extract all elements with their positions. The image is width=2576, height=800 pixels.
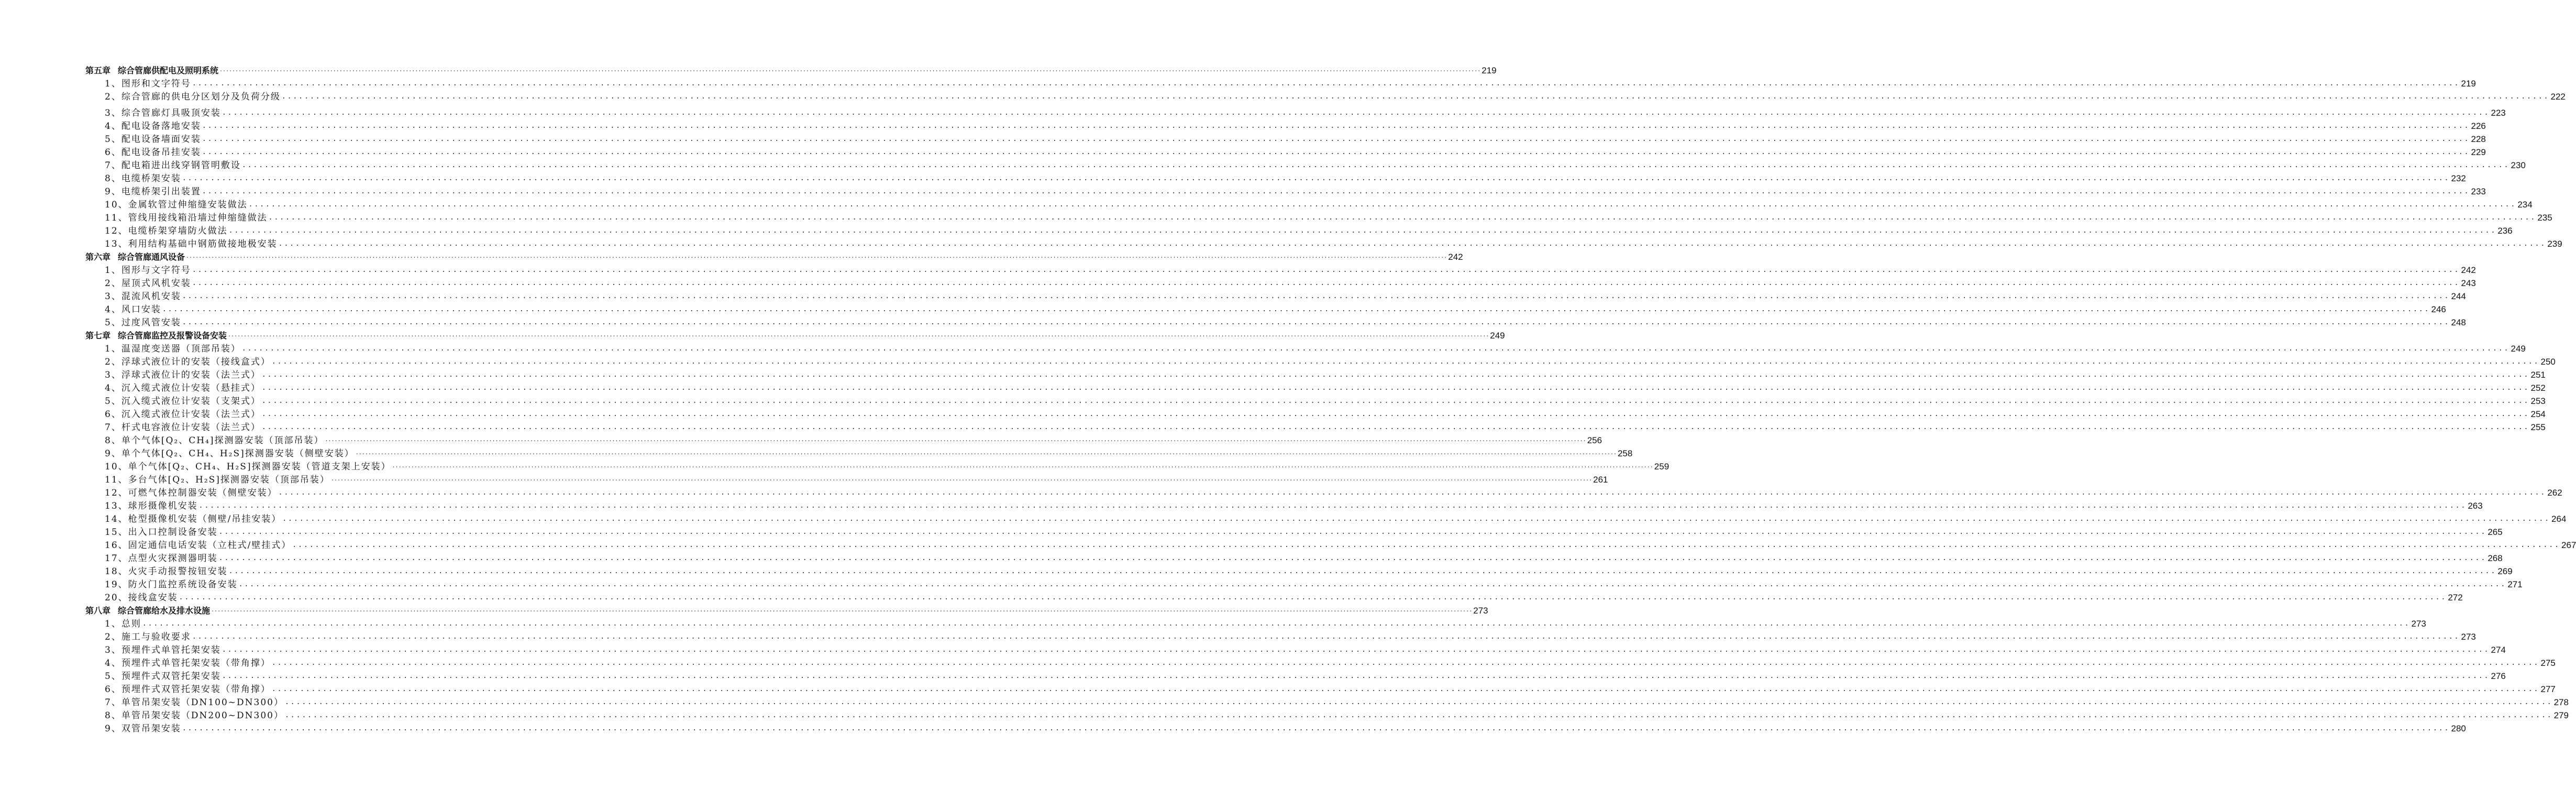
dot-leader: ................................................................................................................................................................................................................................................................................................................................................................................................................ (192, 633, 2460, 641)
page-number: 275 (2540, 658, 2556, 668)
page-number: 258 (1617, 448, 1633, 458)
toc-item-row[interactable] (105, 669, 2506, 682)
toc-item-title: 2、浮球式液位计的安装（接线盒式） (105, 357, 271, 367)
toc-item-title: 8、电缆桥架安装 (105, 173, 181, 184)
toc-item-row[interactable] (105, 577, 2523, 590)
dot-leader: ................................................................................................................................................................................................................................................................................................................................................................................................................ (261, 410, 2530, 418)
toc-item-title: 7、杆式电容液位计安装（法兰式） (105, 422, 261, 433)
page-number: 254 (2530, 409, 2546, 419)
toc-item-title: 14、枪型摄像机安装（侧壁/吊挂安装） (105, 514, 282, 524)
toc-item-title: 1、总则 (105, 619, 141, 629)
page-number: 228 (2471, 134, 2486, 144)
page-number: 250 (2540, 357, 2556, 367)
toc-item-row[interactable] (105, 459, 1670, 473)
toc-item-row[interactable] (105, 525, 2503, 538)
dot-leader: ................................................................................................................................................................................................................................................................................................................................................................................................................ (202, 135, 2470, 143)
page-number: 256 (1587, 435, 1602, 445)
chapter-heading (85, 65, 218, 76)
toc-item-row[interactable] (105, 224, 2513, 237)
dot-leader: ................................................................................................................................................................................................................................................................................................................................................................................................................ (192, 279, 2460, 287)
page-number: 274 (2491, 645, 2506, 655)
dot-leader: ................................................................................................................................................................................................................................................................................................................................................................................................................ (238, 580, 2507, 588)
toc-chapter-row[interactable] (85, 604, 1488, 617)
toc-item-title: 3、综合管廊灯具吸顶安装 (105, 108, 221, 118)
toc-chapter-row[interactable] (85, 250, 1463, 263)
page-number: 244 (2451, 291, 2466, 301)
chapter-title: 综合管廊供配电及照明系统 (118, 65, 219, 75)
dot-leader: ................................................................................................................................................................................................................................................................................................................................................................................................................ (281, 93, 2550, 101)
toc-item-row[interactable] (105, 381, 2546, 394)
toc-item-title: 5、过度风管安装 (105, 317, 181, 328)
dot-leader: ................................................................................................................................................................................................................................................................................................................................................................................................................ (182, 725, 2450, 732)
page-number: 243 (2461, 278, 2476, 288)
toc-item-row[interactable] (105, 106, 2506, 119)
dot-leader: ................................................................................................................................................................................................................................................................................................................................................................................................................ (228, 227, 2497, 235)
page-number: 272 (2448, 593, 2463, 602)
table-of-contents (0, 63, 2576, 735)
toc-item-title: 7、单管吊架安装（DN100~DN300） (105, 697, 284, 708)
toc-item-row[interactable] (105, 263, 2476, 276)
page-number: 267 (2561, 540, 2576, 550)
dot-leader: ................................................................................................................................................................................................................................................................................................................................................................................................................ (179, 594, 2447, 601)
toc-item-row[interactable] (105, 368, 2546, 381)
toc-item-row[interactable] (105, 708, 2569, 721)
dot-leader: ................................................................................................................................................................................................................................................................................................................................................................................................................ (325, 437, 1586, 443)
dot-leader: ................................................................................................................................................................................................................................................................................................................................................................................................................ (241, 161, 2510, 169)
page-number: 262 (2547, 488, 2562, 498)
page-number: 259 (1654, 462, 1670, 472)
chapter-number: 第五章 (85, 65, 111, 75)
toc-item-row[interactable] (105, 158, 2526, 171)
dot-leader: ................................................................................................................................................................................................................................................................................................................................................................................................................ (271, 659, 2540, 667)
page-number: 255 (2530, 422, 2546, 432)
chapter-heading (85, 331, 227, 342)
toc-item-title: 9、电缆桥架引出装置 (105, 187, 201, 197)
toc-item-row[interactable] (105, 433, 1602, 446)
dot-leader: ................................................................................................................................................................................................................................................................................................................................................................................................................ (202, 122, 2470, 130)
toc-item-row[interactable] (105, 630, 2476, 643)
dot-leader: ................................................................................................................................................................................................................................................................................................................................................................................................................ (282, 515, 2551, 523)
toc-item-row[interactable] (105, 145, 2486, 158)
toc-item-title: 12、电缆桥架穿墙防火做法 (105, 226, 228, 236)
toc-item-title: 13、利用结构基础中钢筋做接地极安装 (105, 239, 278, 249)
toc-item-row[interactable] (105, 276, 2476, 289)
toc-item-row[interactable] (105, 499, 2483, 512)
dot-leader: ................................................................................................................................................................................................................................................................................................................................................................................................................ (268, 214, 2537, 222)
dot-leader: ................................................................................................................................................................................................................................................................................................................................................................................................................ (198, 502, 2467, 510)
page-number: 263 (2468, 501, 2483, 511)
dot-leader: ................................................................................................................................................................................................................................................................................................................................................................................................................ (292, 541, 2561, 549)
page-number: 251 (2530, 370, 2546, 380)
page-number: 219 (1482, 65, 1497, 75)
dot-leader: ................................................................................................................................................................................................................................................................................................................................................................................................................ (222, 672, 2490, 680)
dot-leader: ................................................................................................................................................................................................................................................................................................................................................................................................................ (248, 201, 2517, 209)
toc-item-row[interactable] (105, 721, 2466, 735)
toc-item-row[interactable] (105, 90, 2566, 103)
toc-item-row[interactable] (105, 486, 2562, 499)
dot-leader: ................................................................................................................................................................................................................................................................................................................................................................................................................ (261, 397, 2530, 405)
toc-item-row[interactable] (105, 473, 1608, 486)
dot-leader: ................................................................................................................................................................................................................................................................................................................................................................................................................ (261, 384, 2530, 392)
toc-item-row[interactable] (105, 656, 2556, 669)
chapter-number: 第八章 (85, 606, 111, 616)
toc-item-title: 15、出入口控制设备安装 (105, 527, 218, 538)
toc-item-title: 10、金属软管过伸缩缝安装做法 (105, 200, 248, 210)
toc-item-title: 12、可燃气体控制器安装（侧壁安装） (105, 488, 278, 498)
page-number: 234 (2517, 200, 2533, 210)
toc-item-title: 10、单个气体[Q₂、CH₄、H₂S]探测器安装（管道支架上安装） (105, 462, 391, 472)
toc-item-row[interactable] (105, 211, 2552, 224)
dot-leader: ................................................................................................................................................................................................................................................................................................................................................................................................................ (392, 463, 1653, 469)
dot-leader: ................................................................................................................................................................................................................................................................................................................................................................................................................ (192, 266, 2460, 274)
page-number: 278 (2553, 697, 2569, 707)
page-number: 279 (2553, 710, 2569, 720)
toc-item-title: 7、配电箱进出线穿钢管明敷设 (105, 160, 241, 171)
chapter-number: 第六章 (85, 252, 111, 262)
toc-item-title: 6、沉入缆式液位计安装（法兰式） (105, 409, 261, 420)
toc-item-title: 9、双管吊架安装 (105, 724, 181, 734)
toc-item-row[interactable] (105, 564, 2513, 577)
dot-leader: ................................................................................................................................................................................................................................................................................................................................................................................................................ (186, 254, 1447, 259)
chapter-heading (85, 252, 185, 263)
toc-item-title: 18、火灾手动报警按钮安装 (105, 566, 228, 577)
toc-item-title: 4、沉入缆式液位计安装（悬挂式） (105, 383, 261, 393)
toc-item-title: 20、接线盒安装 (105, 593, 178, 603)
page-number: 261 (1593, 475, 1608, 485)
toc-item-row[interactable] (105, 617, 2426, 630)
toc-chapter-row[interactable] (85, 328, 1505, 342)
toc-item-title: 6、配电设备吊挂安装 (105, 147, 201, 158)
toc-item-title: 8、单个气体[Q₂、CH₄]探测器安装（顶部吊装） (105, 435, 324, 446)
toc-item-title: 4、预埋件式单管托架安装（带角撑） (105, 658, 271, 669)
dot-leader: ................................................................................................................................................................................................................................................................................................................................................................................................................ (202, 188, 2470, 195)
toc-item-title: 3、预埋件式单管托架安装 (105, 645, 221, 655)
page-number: 271 (2507, 579, 2523, 589)
dot-leader: ................................................................................................................................................................................................................................................................................................................................................................................................................ (182, 174, 2450, 182)
toc-item-row[interactable] (105, 643, 2506, 656)
toc-item-title: 13、球形摄像机安装 (105, 501, 198, 511)
dot-leader: ................................................................................................................................................................................................................................................................................................................................................................................................................ (192, 80, 2460, 87)
dot-leader: ................................................................................................................................................................................................................................................................................................................................................................................................................ (278, 240, 2547, 248)
toc-item-title: 4、风口安装 (105, 304, 161, 315)
page-number: 269 (2497, 566, 2513, 576)
toc-item-title: 1、图形和文字符号 (105, 79, 191, 89)
dot-leader: ................................................................................................................................................................................................................................................................................................................................................................................................................ (284, 711, 2553, 719)
dot-leader: ................................................................................................................................................................................................................................................................................................................................................................................................................ (261, 423, 2530, 431)
page-number: 273 (2411, 619, 2426, 629)
dot-leader: ................................................................................................................................................................................................................................................................................................................................................................................................................ (330, 476, 1593, 482)
page-number: 223 (2491, 108, 2506, 118)
page-number: 268 (2487, 553, 2503, 563)
toc-item-row[interactable] (105, 289, 2466, 302)
dot-leader: ................................................................................................................................................................................................................................................................................................................................................................................................................ (241, 345, 2510, 353)
dot-leader: ................................................................................................................................................................................................................................................................................................................................................................................................................ (261, 371, 2530, 379)
chapter-title: 综合管廊监控及报警设备安装 (118, 331, 227, 341)
page-number: 219 (2461, 79, 2476, 89)
page-number: 233 (2471, 187, 2486, 196)
toc-item-title: 8、单管吊架安装（DN200~DN300） (105, 710, 284, 721)
dot-leader: ................................................................................................................................................................................................................................................................................................................................................................................................................ (142, 620, 2411, 628)
toc-item-row[interactable] (105, 551, 2503, 564)
toc-item-row[interactable] (105, 590, 2463, 604)
toc-item-row[interactable] (105, 171, 2466, 184)
toc-item-row[interactable] (105, 342, 2526, 355)
toc-item-row[interactable] (105, 184, 2486, 198)
page-number: 280 (2451, 724, 2466, 733)
dot-leader: ................................................................................................................................................................................................................................................................................................................................................................................................................ (271, 358, 2540, 366)
chapter-number: 第七章 (85, 331, 111, 341)
toc-item-row[interactable] (105, 695, 2569, 708)
toc-item-row[interactable] (105, 237, 2562, 250)
toc-item-title: 19、防火门监控系统设备安装 (105, 579, 238, 590)
toc-item-title: 2、屋顶式风机安装 (105, 278, 191, 289)
dot-leader: ................................................................................................................................................................................................................................................................................................................................................................................................................ (222, 109, 2490, 117)
dot-leader: ................................................................................................................................................................................................................................................................................................................................................................................................................ (211, 607, 1473, 613)
toc-item-title: 6、预埋件式双管托架安装（带角撑） (105, 684, 271, 695)
toc-item-title: 11、多台气体[Q₂、H₂S]探测器安装（顶部吊装） (105, 475, 330, 485)
toc-item-row[interactable] (105, 76, 2476, 90)
toc-item-title: 17、点型火灾探测器明装 (105, 553, 218, 564)
toc-item-title: 5、预埋件式双管托架安装 (105, 671, 221, 682)
dot-leader: ................................................................................................................................................................................................................................................................................................................................................................................................................ (218, 554, 2487, 562)
toc-item-title: 3、混流风机安装 (105, 291, 181, 302)
toc-item-row[interactable] (105, 355, 2556, 368)
page-number: 242 (1448, 252, 1463, 262)
page-number: 229 (2471, 147, 2486, 157)
page-number: 246 (2431, 304, 2446, 314)
chapter-heading (85, 606, 210, 617)
dot-leader: ................................................................................................................................................................................................................................................................................................................................................................................................................ (218, 528, 2487, 536)
page-number: 276 (2491, 671, 2506, 681)
toc-item-title: 2、施工与验收要求 (105, 632, 191, 642)
dot-leader: ................................................................................................................................................................................................................................................................................................................................................................................................................ (271, 685, 2540, 693)
page-number: 252 (2530, 383, 2546, 393)
toc-item-row[interactable] (105, 198, 2533, 211)
dot-leader: ................................................................................................................................................................................................................................................................................................................................................................................................................ (182, 319, 2450, 326)
toc-item-row[interactable] (105, 315, 2466, 328)
dot-leader: ................................................................................................................................................................................................................................................................................................................................................................................................................ (222, 646, 2490, 654)
page-number: 236 (2497, 226, 2513, 236)
page-number: 242 (2461, 265, 2476, 275)
page-number: 222 (2550, 92, 2566, 102)
toc-item-row[interactable] (105, 407, 2546, 420)
page-number: 273 (1473, 606, 1488, 616)
dot-leader: ................................................................................................................................................................................................................................................................................................................................................................................................................ (202, 148, 2470, 156)
dot-leader: ................................................................................................................................................................................................................................................................................................................................................................................................................ (219, 67, 1481, 73)
toc-item-title: 9、单个气体[Q₂、CH₄、H₂S]探测器安装（侧壁安装） (105, 448, 355, 459)
toc-item-row[interactable] (105, 682, 2556, 695)
dot-leader: ................................................................................................................................................................................................................................................................................................................................................................................................................ (182, 292, 2450, 300)
chapter-title: 综合管廊给水及排水设施 (118, 606, 211, 616)
toc-item-title: 1、图形与文字符号 (105, 265, 191, 276)
page-number: 230 (2511, 160, 2526, 170)
page-number: 239 (2547, 239, 2562, 249)
toc-item-title: 11、管线用接线箱沿墙过伸缩缝做法 (105, 213, 268, 223)
page-number: 249 (2511, 344, 2526, 354)
toc-item-title: 4、配电设备落地安装 (105, 121, 201, 131)
toc-item-row[interactable] (105, 512, 2567, 525)
page-number: 235 (2537, 213, 2552, 223)
toc-item-title: 16、固定通信电话安装（立柱式/壁挂式） (105, 540, 292, 551)
toc-item-row[interactable] (105, 538, 2576, 551)
dot-leader: ................................................................................................................................................................................................................................................................................................................................................................................................................ (228, 332, 1489, 338)
toc-item-row[interactable] (105, 119, 2486, 132)
page-number: 277 (2540, 684, 2556, 694)
toc-item-row[interactable] (105, 446, 1633, 459)
toc-item-title: 5、配电设备墙面安装 (105, 134, 201, 145)
dot-leader: ................................................................................................................................................................................................................................................................................................................................................................................................................ (278, 489, 2547, 497)
page-number: 232 (2451, 173, 2466, 183)
toc-item-title: 3、浮球式液位计的安装（法兰式） (105, 370, 261, 380)
page-number: 226 (2471, 121, 2486, 131)
toc-item-row[interactable] (105, 394, 2546, 407)
toc-item-title: 2、综合管廊的供电分区划分及负荷分级 (105, 92, 281, 102)
page-number: 265 (2487, 527, 2503, 537)
dot-leader: ................................................................................................................................................................................................................................................................................................................................................................................................................ (284, 698, 2553, 706)
toc-item-row[interactable] (105, 132, 2486, 145)
chapter-title: 综合管廊通风设备 (118, 252, 185, 262)
page-number: 248 (2451, 317, 2466, 327)
toc-item-title: 5、沉入缆式液位计安装（支架式） (105, 396, 261, 407)
toc-item-row[interactable] (105, 420, 2546, 433)
page-number: 249 (1490, 331, 1505, 341)
toc-item-title: 1、温湿度变送器（顶部吊装） (105, 344, 241, 354)
dot-leader: ................................................................................................................................................................................................................................................................................................................................................................................................................ (228, 567, 2497, 575)
page-number: 273 (2461, 632, 2476, 642)
toc-item-row[interactable] (105, 302, 2446, 315)
dot-leader: ................................................................................................................................................................................................................................................................................................................................................................................................................ (162, 305, 2430, 313)
toc-chapter-row[interactable] (85, 63, 1497, 76)
page-number: 264 (2551, 514, 2567, 524)
page-number: 253 (2530, 396, 2546, 406)
dot-leader: ................................................................................................................................................................................................................................................................................................................................................................................................................ (355, 450, 1617, 456)
